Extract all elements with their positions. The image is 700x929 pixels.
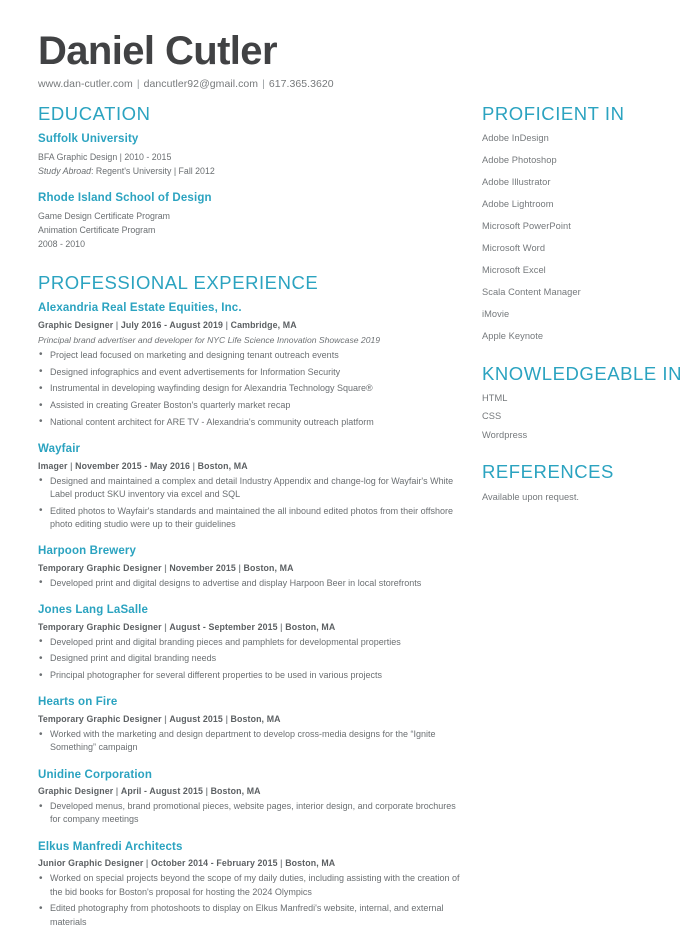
- bullet-item: • Designed print and digital branding needs: [38, 652, 468, 665]
- experience-entry: [38, 301, 468, 429]
- bullet-item: • Principal photographer for several different properties to be used in various projects: [38, 669, 468, 682]
- job-dates: November 2015 - May 2016: [75, 460, 191, 471]
- bullet-item: • Developed print and digital branding pieces and pamphlets for developmental properties: [38, 636, 468, 649]
- meta-separator: |: [225, 319, 229, 330]
- meta-separator: |: [192, 460, 196, 471]
- job-bullets: [38, 872, 468, 928]
- skill-item: Adobe InDesign: [482, 133, 549, 144]
- proficient-heading: PROFICIENT IN: [482, 103, 625, 124]
- job-title: Temporary Graphic Designer: [38, 562, 162, 573]
- skill-item: Adobe Lightroom: [482, 199, 554, 210]
- company-name: Elkus Manfredi Architects: [38, 840, 183, 853]
- bullet-item: • National content architect for ARE TV - Alexandria's community outreach platform: [38, 416, 468, 429]
- email-text: dancutler92@gmail.com: [143, 78, 259, 90]
- job-location: Cambridge, MA: [230, 319, 297, 330]
- job-bullets: [38, 728, 468, 754]
- job-title: Graphic Designer: [38, 786, 114, 797]
- bullet-item: • Instrumental in developing wayfinding design for Alexandria Technology Square®: [38, 382, 468, 395]
- job-meta: [38, 460, 468, 473]
- knowledgeable-heading: KNOWLEDGEABLE IN: [482, 362, 683, 384]
- bullet-item: • Designed infographics and event advertisements for Information Security: [38, 366, 468, 379]
- education-heading: EDUCATION: [38, 103, 151, 124]
- skill-item: Microsoft PowerPoint: [482, 221, 571, 232]
- skill-item: Adobe Photoshop: [482, 155, 557, 166]
- school-name: Suffolk University: [38, 133, 139, 146]
- job-location: Boston, MA: [285, 621, 336, 632]
- job-tagline: Principal brand advertiser and developer for NYC Life Science Innovation Showcase 2019: [38, 334, 381, 345]
- contact-separator-1: |: [136, 78, 140, 90]
- job-location: Boston, MA: [243, 562, 294, 573]
- experience-entry: [38, 768, 468, 827]
- job-title: Junior Graphic Designer: [38, 858, 144, 869]
- skill-item: CSS: [482, 411, 502, 422]
- company-name: Hearts on Fire: [38, 696, 118, 709]
- bullet-item: • Edited photography from photoshoots to display on Elkus Manfredi's website, internal, and external materials: [38, 902, 468, 928]
- bullet-item: • Project lead focused on marketing and designing tenant outreach events: [38, 349, 468, 362]
- meta-separator: |: [145, 858, 149, 869]
- company-name: Alexandria Real Estate Equities, Inc.: [38, 302, 242, 315]
- bullet-item: • Developed print and digital designs to advertise and display Harpoon Beer in local storefronts: [38, 577, 468, 590]
- company-name: Jones Lang LaSalle: [38, 604, 149, 616]
- experience-section: [38, 273, 468, 929]
- bullet-item: • Assisted in creating Greater Boston's quarterly market recap: [38, 399, 468, 412]
- job-title: Imager: [38, 460, 68, 471]
- job-dates: July 2016 - August 2019: [120, 319, 224, 330]
- skill-item: HTML: [482, 392, 508, 403]
- experience-entry: [38, 442, 468, 531]
- job-bullets: [38, 577, 468, 590]
- skill-item: Wordpress: [482, 429, 528, 440]
- meta-separator: |: [115, 319, 119, 330]
- experience-entry: [38, 695, 468, 754]
- job-dates: October 2014 - February 2015: [151, 858, 278, 869]
- study-abroad-value: : Regent's University | Fall 2012: [90, 165, 215, 176]
- company-name: Wayfair: [38, 443, 81, 455]
- job-bullets: [38, 800, 468, 826]
- candidate-name: Daniel Cutler: [38, 29, 277, 73]
- skill-item: Microsoft Excel: [482, 265, 546, 276]
- meta-separator: |: [205, 786, 209, 797]
- education-section: [38, 104, 468, 251]
- job-bullets: [38, 349, 468, 429]
- skill-item: Adobe Illustrator: [482, 177, 551, 188]
- experience-entry: [38, 603, 468, 682]
- skill-item: Apple Keynote: [482, 331, 544, 342]
- meta-separator: |: [280, 621, 283, 632]
- contact-separator-2: |: [262, 78, 265, 90]
- proficient-section: [482, 104, 694, 344]
- job-dates: November 2015: [169, 562, 236, 573]
- references-heading: REFERENCES: [482, 461, 614, 483]
- program-line-1: Game Design Certificate Program: [38, 210, 171, 221]
- study-abroad-line: [38, 164, 468, 178]
- job-dates: August - September 2015: [169, 621, 278, 632]
- job-meta: [38, 713, 468, 726]
- experience-entry: [38, 544, 468, 590]
- meta-separator: |: [280, 858, 283, 869]
- meta-separator: |: [164, 713, 167, 724]
- job-location: Boston, MA: [197, 460, 248, 471]
- bullet-item: • Developed menus, brand promotional pieces, website pages, interior design, and corporate brochures for company meetings: [38, 800, 468, 826]
- education-entry-risd: [38, 191, 468, 251]
- program-line-2: Animation Certificate Program: [38, 224, 156, 235]
- content-columns: [38, 104, 688, 929]
- job-bullets: [38, 636, 468, 683]
- job-location: Boston, MA: [210, 786, 261, 797]
- education-entry-suffolk: [38, 132, 468, 178]
- bullet-item: • Designed and maintained a complex and detail Industry Appendix and change-log for Wayfair's White Label product SKU inventory via excel and SQL: [38, 475, 468, 501]
- job-meta: [38, 319, 468, 332]
- job-location: Boston, MA: [230, 713, 281, 724]
- job-title: Temporary Graphic Designer: [38, 713, 162, 724]
- job-meta: [38, 857, 468, 870]
- phone-text: 617.365.3620: [268, 78, 334, 90]
- experience-entry: [38, 840, 468, 929]
- skill-item: Microsoft Word: [482, 243, 546, 254]
- knowledgeable-section: [482, 364, 694, 443]
- meta-separator: |: [115, 786, 119, 797]
- meta-separator: |: [238, 562, 242, 573]
- job-dates: April - August 2015: [120, 786, 203, 797]
- bullet-item: • Worked with the marketing and design department to develop cross-media designs for the “Ignite Something” campaign: [38, 728, 468, 754]
- left-column: [38, 104, 468, 929]
- meta-separator: |: [70, 460, 73, 471]
- program-years: 2008 - 2010: [38, 238, 85, 249]
- knowledgeable-list: [482, 392, 694, 442]
- skill-item: Scala Content Manager: [482, 287, 581, 298]
- resume-header: [38, 30, 688, 90]
- study-abroad-label: Study Abroad: [38, 165, 91, 176]
- website-text: www.dan-cutler.com: [38, 78, 133, 90]
- bullet-item: • Edited photos to Wayfair's standards and maintained the all inbound edited photos from their offshore photo editing studio were up to their guidelines: [38, 505, 468, 531]
- company-name: Unidine Corporation: [38, 768, 153, 781]
- bullet-item: • Worked on special projects beyond the scope of my daily duties, including assisting with the creation of the bid books for Boston's proposal for hosting the 2024 Olympics: [38, 872, 468, 898]
- experience-heading: PROFESSIONAL EXPERIENCE: [38, 271, 319, 293]
- contact-line: [38, 78, 688, 90]
- degree-line: BFA Graphic Design | 2010 - 2015: [38, 151, 172, 162]
- job-location: Boston, MA: [285, 858, 336, 869]
- job-title: Graphic Designer: [38, 319, 114, 330]
- school-name: Rhode Island School of Design: [38, 191, 212, 204]
- references-text: Available upon request.: [482, 491, 579, 502]
- meta-separator: |: [164, 562, 167, 573]
- job-meta: [38, 562, 468, 575]
- references-section: [482, 462, 694, 504]
- meta-separator: |: [164, 621, 167, 632]
- job-meta: [38, 621, 468, 634]
- skill-item: iMovie: [482, 309, 510, 320]
- job-dates: August 2015: [169, 713, 223, 724]
- job-bullets: [38, 475, 468, 531]
- job-title: Temporary Graphic Designer: [38, 621, 162, 632]
- proficient-list: [482, 132, 694, 343]
- right-column: [482, 104, 694, 504]
- company-name: Harpoon Brewery: [38, 545, 137, 558]
- meta-separator: |: [225, 713, 229, 724]
- job-meta: [38, 785, 468, 798]
